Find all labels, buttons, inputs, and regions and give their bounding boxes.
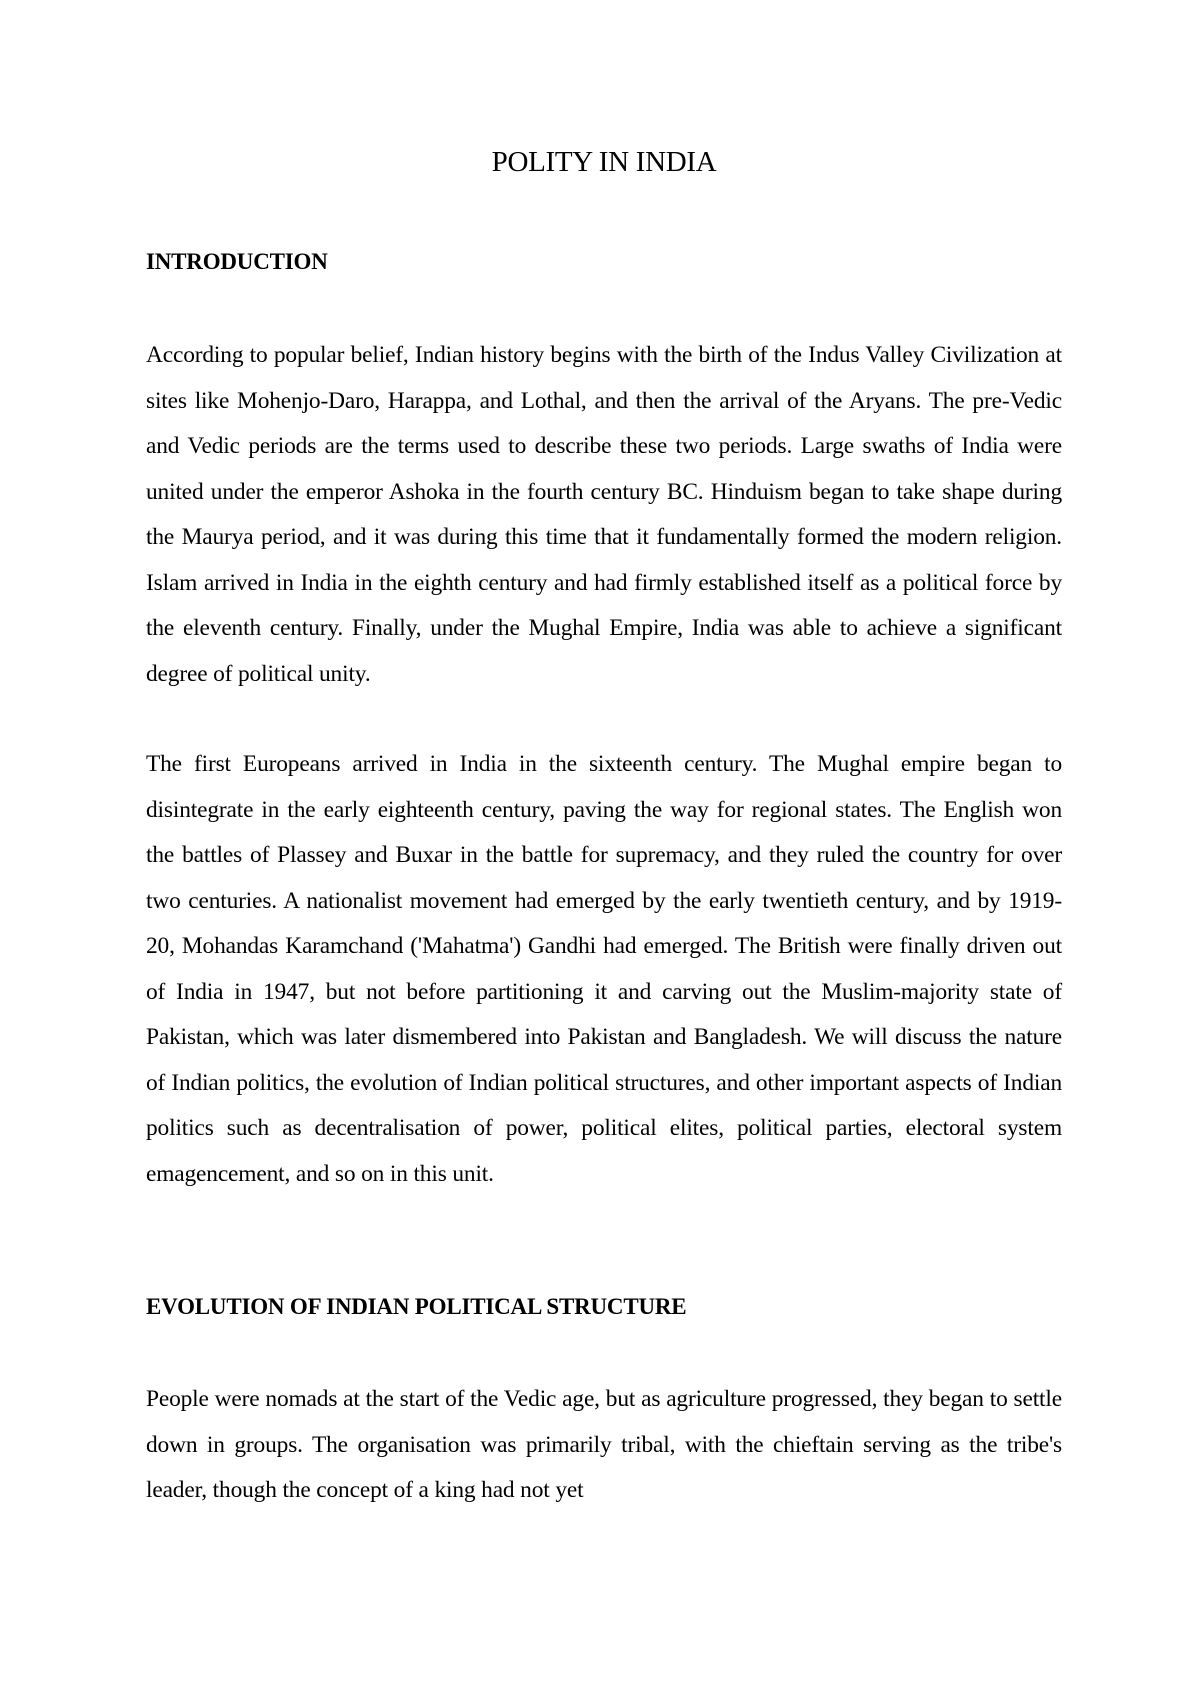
paragraph-introduction-2: The first Europeans arrived in India in the sixteenth century. The Mughal empire began to disintegrate in the early eighteenth century, paving the way for regional states. The English won the battles of Plassey and Buxar in the battle for supremacy, and they ruled the country for over two centuries. A nationalist movement had emerged by the early twentieth century, and by 1919-20, Mohandas Karamchand ('Mahatma') Gandhi had emerged. The British were finally driven out of India in 1947, but not before partitioning it and carving out the Muslim-majority state of Pakistan, which was later dismembered into Pakistan and Bangladesh. We will discuss the nature of Indian politics, the evolution of Indian political structures, and other important aspects of Indian politics such as decentralisation of power, political elites, political parties, electoral system emagencement, and so on in this unit. — [146, 751, 1062, 1187]
document-title: POLITY IN INDIA — [491, 146, 717, 178]
section-heading-evolution: EVOLUTION OF INDIAN POLITICAL STRUCTURE — [146, 1294, 687, 1319]
paragraph-evolution-1: People were nomads at the start of the Vedic age, but as agriculture progressed, they began to settle down in groups. The organisation was primarily tribal, with the chieftain serving as the tribe's leader, though the concept of a king had not yet — [146, 1386, 1062, 1503]
paragraph-introduction-1: According to popular belief, Indian history begins with the birth of the Indus Valley Civilization at sites like Mohenjo-Daro, Harappa, and Lothal, and then the arrival of the Aryans. The pre-Vedic and Vedic periods are the terms used to describe these two periods. Large swaths of India were united under the emperor Ashoka in the fourth century BC. Hinduism began to take shape during the Maurya period, and it was during this time that it fundamentally formed the modern religion. Islam arrived in India in the eighth century and had firmly established itself as a political force by the eleventh century. Finally, under the Mughal Empire, India was able to achieve a significant degree of political unity. — [146, 342, 1062, 687]
document-page — [146, 0, 1062, 1698]
section-heading-introduction: INTRODUCTION — [146, 249, 328, 274]
